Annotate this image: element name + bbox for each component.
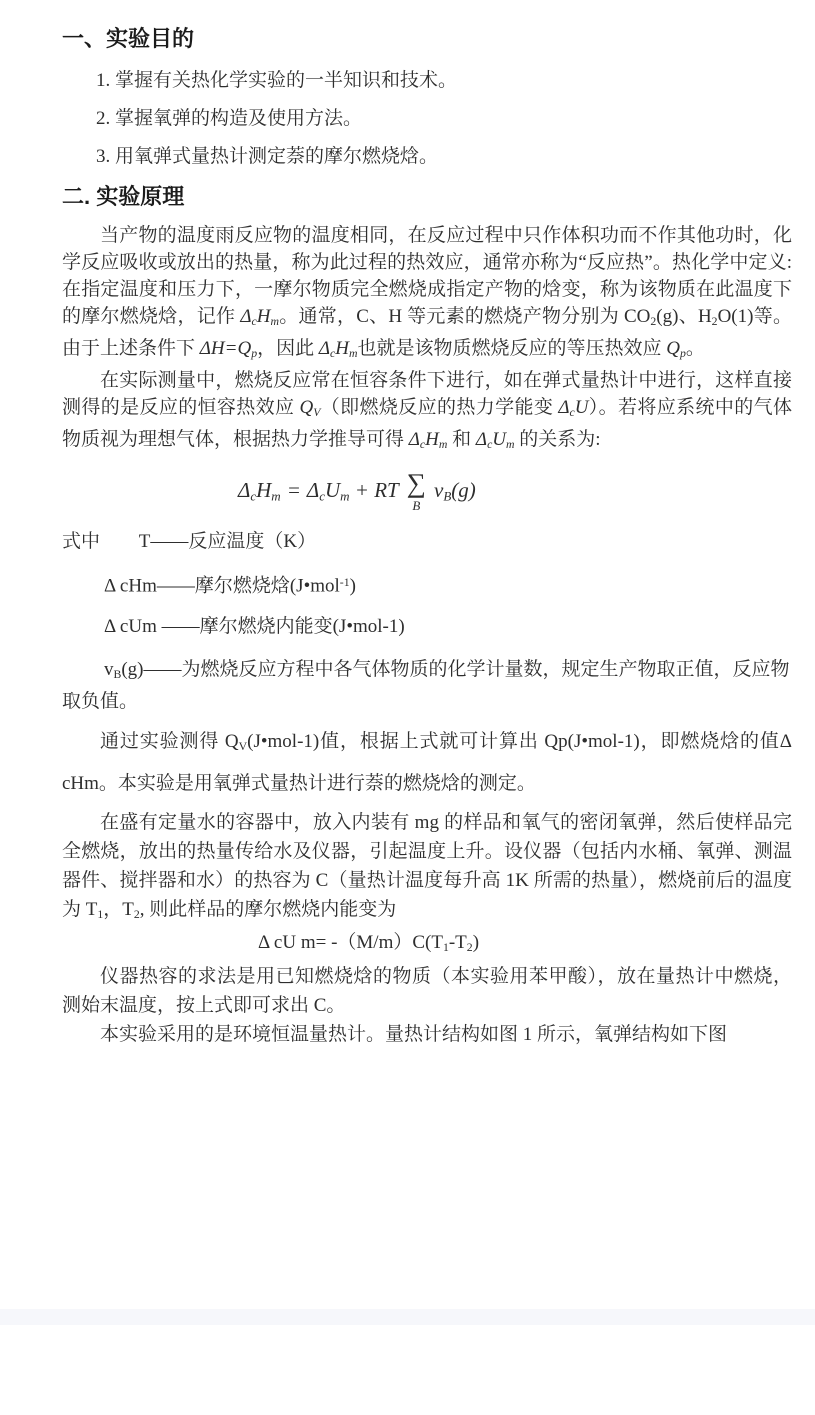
definition-label: 式中 bbox=[62, 530, 101, 552]
formula-mid: $\Delta_cU_m$ + RT bbox=[306, 477, 399, 503]
purpose-item-3: 3. 用氧弹式量热计测定萘的摩尔燃烧焓。 bbox=[96, 146, 439, 167]
purpose-item-2: 2. 掌握氧弹的构造及使用方法。 bbox=[96, 108, 363, 129]
purpose-list bbox=[62, 68, 792, 170]
summation-symbol bbox=[406, 467, 426, 513]
formula-lhs: $\Delta_cH_m$ bbox=[238, 477, 281, 503]
principle-paragraph-5: 仪器热容的求法是用已知燃烧焓的物质（本实验用苯甲酸），放在量热计中燃烧，测始末温度，按上式即可求出 C。 bbox=[62, 965, 792, 1016]
definition-line-cHm: Δ cHm——摩尔燃烧焓(J•mol$^{-1}$) bbox=[104, 575, 356, 597]
page-separator-bar bbox=[0, 1309, 815, 1325]
sigma-glyph: ∑ bbox=[406, 467, 426, 498]
formula-tail: $\nu_B(g)$ bbox=[433, 477, 476, 503]
definition-line-T bbox=[62, 528, 792, 555]
principle-paragraph-2: 在实际测量中，燃烧反应常在恒容条件下进行，如在弹式量热计中进行，这样直接测得的是反应的恒容热效应 $Q_V$（即燃烧反应的热力学能变 $\Delta_cU$）。若将应系统中的气体物质视为理想气体，根据热力学推导可得 $\Delta_cH_m$ 和 $\Delta_cU_m$ 的关系为: bbox=[62, 369, 792, 451]
internal-energy-formula: Δ cU $m= -(M/m)C(T_1-T_2)$ bbox=[258, 931, 480, 954]
principle-paragraph-1: 当产物的温度雨反应物的温度相同，在反应过程中只作体积功而不作其他功时，化学反应吸收或放出的热量，称为此过程的热效应，通常亦称为“反应热”。热化学中定义: 在指定温度和压力下，一摩尔物质完全燃烧成指定产物的焓变，称为该物质在此温度下的摩尔燃烧焓，记作 $\Delta_cH_m$。通常，C、H 等元素的燃烧产物分别为 $CO_2(g)$、$H_2O(1)$等。由于上述条件下 $\Delta H=Q_p$，因此 $\Delta_cH_m$也就是该物质燃烧反应的等压热效应 $Q_p$。 bbox=[62, 225, 792, 360]
principle-paragraph-6: 本实验采用的是环境恒温量热计。量热计结构如图 1 所示，氧弹结构如下图 bbox=[100, 1023, 728, 1045]
principle-paragraph-3: 通过实验测得 $Q_V(J•mol-1)$值，根据上式就可计算出 Qp(J•mol-1)，即燃烧焓的值Δ cHm。本实验是用氧弹式量热计进行萘的燃烧焓的测定。 bbox=[62, 730, 792, 794]
sigma-subscript: B bbox=[412, 497, 421, 513]
definition-line-vB: $v_B(g)——$为燃烧反应方程中各气体物质的化学计量数，规定生产物取正值，反应物取负值。 bbox=[62, 659, 790, 712]
definition-line-cUm: Δ cUm ——摩尔燃烧内能变(J•mol-1) bbox=[104, 616, 405, 638]
section-2-heading: 二. 实验原理 bbox=[62, 184, 185, 209]
section-1-heading: 一、实验目的 bbox=[62, 26, 195, 51]
enthalpy-formula bbox=[238, 467, 792, 513]
definition-T-text: T——反应温度（K） bbox=[138, 530, 317, 552]
document-content bbox=[62, 24, 792, 1049]
formula-equals: = bbox=[286, 478, 301, 503]
purpose-item-1: 1. 掌握有关热化学实验的一半知识和技术。 bbox=[96, 70, 458, 91]
principle-paragraph-4: 在盛有定量水的容器中，放入内装有 mg 的样品和氧气的密闭氧弹，然后使样品完全燃烧，放出的热量传给水及仪器，引起温度上升。设仪器（包括内水桶、氧弹、测温器件、搅拌器和水）的热容为 C（量热计温度每升高 1K 所需的热量），燃烧前后的温度为 $T_1$，$T_2$, 则此样品的摩尔燃烧内能变为 bbox=[62, 811, 792, 921]
